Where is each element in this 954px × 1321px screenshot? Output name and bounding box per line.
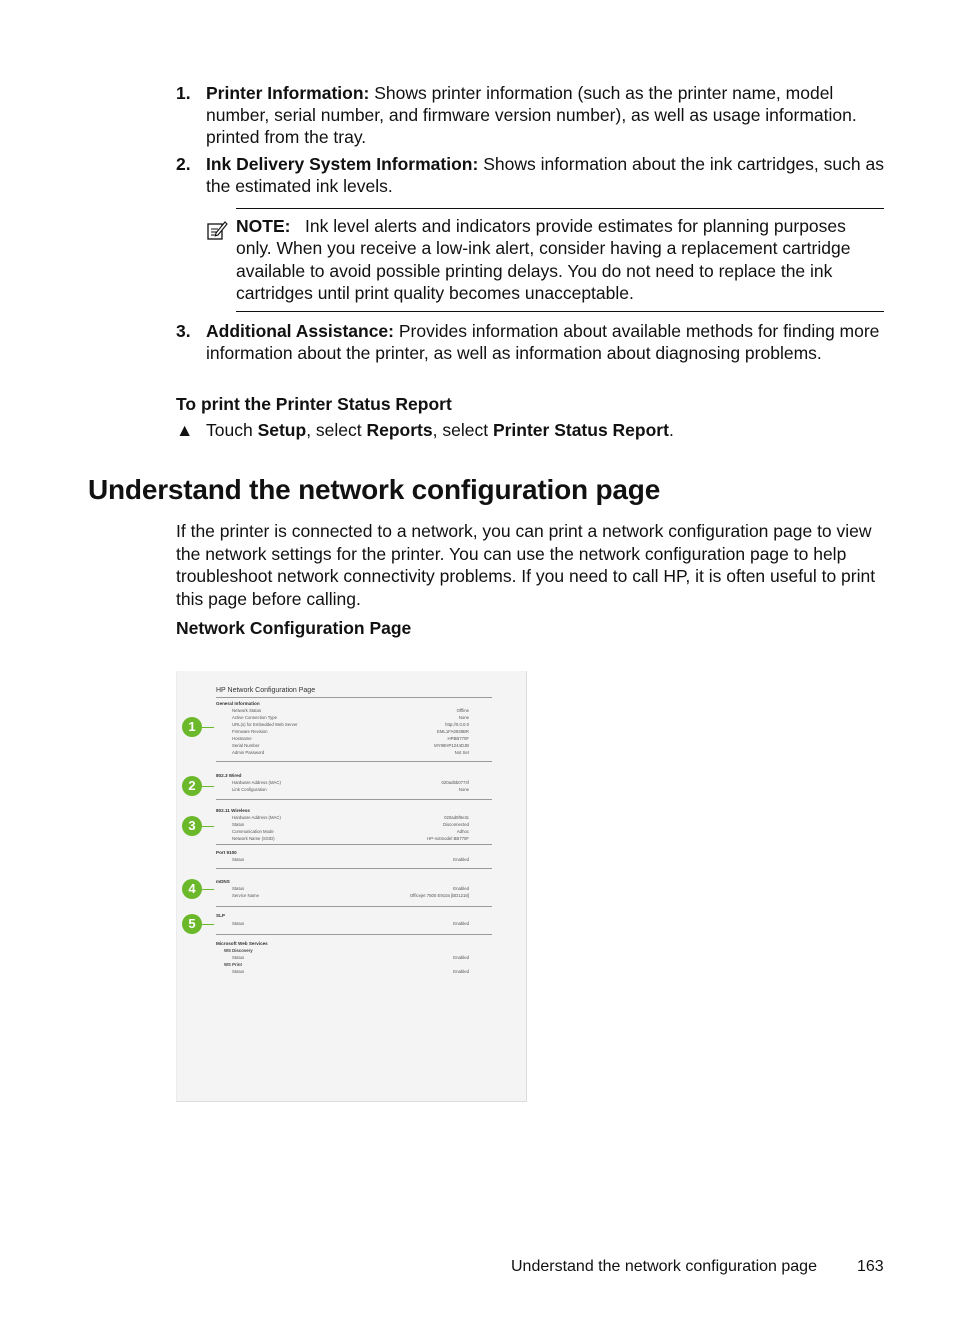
list-item-ink-delivery	[176, 153, 888, 197]
list-description: Shows printer information (such as the printer name, model number, serial number, and firmware version number), as well as usage information. printed from the tray.	[206, 83, 857, 147]
procedure-title: To print the Printer Status Report	[176, 394, 452, 414]
sheet-row-label: Status	[232, 955, 245, 960]
section-intro: If the printer is connected to a network, you can print a network configuration page to view the network settings for the printer. You can use the network configuration page to help troubleshoot network connectivity problems. If you need to call HP, it is often useful to print this page before calling.	[176, 521, 876, 609]
sheet-section-heading: Port 9100	[216, 850, 237, 855]
sheet-row-label: Status	[232, 921, 245, 926]
sheet-row-label: Network Name (SSID)	[232, 836, 275, 841]
callout-badge: 3	[182, 816, 202, 836]
list-term: Ink Delivery System Information:	[206, 154, 479, 174]
sheet-subheading: WS Discovery	[224, 948, 253, 953]
sheet-row-label: Link Configuration	[232, 787, 267, 792]
section-heading: Understand the network configuration page	[88, 474, 661, 505]
sheet-row-value: Enabled	[453, 857, 469, 862]
sheet-row-label: Hardware Address (MAC)	[232, 815, 281, 820]
callout-pointer	[202, 826, 214, 827]
figure-title: Network Configuration Page	[176, 618, 412, 638]
sheet-row-label: Network Status	[232, 708, 262, 713]
callout-badge: 1	[182, 717, 202, 737]
step-text: .	[668, 420, 674, 440]
sheet-row-label: Status	[232, 886, 245, 891]
callout-pointer	[202, 889, 214, 890]
sheet-row-value: MY98HP1244DJB	[434, 743, 469, 748]
callout-badge: 5	[182, 914, 202, 934]
callout-pointer	[202, 786, 214, 787]
sheet-row-value: HPBB770F	[447, 736, 469, 741]
sheet-row-label: Active Connection Type	[232, 715, 278, 720]
sheet-section-heading: Microsoft Web Services	[216, 941, 268, 946]
sheet-row-label: Communication Mode	[232, 829, 274, 834]
step-setup: Setup	[257, 420, 307, 440]
sheet-row-value: http://0.0.0.0	[445, 722, 469, 727]
note-body: Ink level alerts and indicators provide estimates for planning purposes only. When you receive a low-ink alert, consider having a replacement cartridge available to avoid possible printing delays. You do not need to replace the ink cartridges until print quality becomes unacceptable.	[236, 216, 851, 303]
sheet-row-label: URL(s) for Embedded Web Server	[232, 722, 298, 727]
sheet-row-value: Adhoc	[456, 829, 469, 834]
sheet-row-label: Status	[232, 822, 245, 827]
sheet-section-heading: SLP	[216, 913, 225, 918]
note-label: NOTE:	[236, 216, 291, 236]
triangle-bullet-icon: ▲	[176, 420, 194, 440]
sheet-row-value: Not Set	[454, 750, 469, 755]
callout-pointer	[202, 924, 214, 925]
step-reports: Reports	[366, 420, 433, 440]
note-icon	[206, 219, 228, 241]
sheet-rule	[216, 934, 492, 935]
sheet-row-value: Officejet 7500 E910a [BD1218]	[409, 893, 469, 898]
sheet-row-label: Status	[232, 857, 245, 862]
sheet-row-value: Offline	[456, 708, 469, 713]
list-description: Shows information about the ink cartridges, such as the estimated ink levels.	[206, 154, 884, 196]
note-bottom-rule	[236, 311, 884, 312]
sheet-row-value: None	[458, 715, 469, 720]
step-text: Touch	[206, 420, 258, 440]
procedure-step	[176, 420, 674, 441]
sheet-row-value: Enabled	[453, 921, 469, 926]
sheet-title: HP Network Configuration Page	[216, 687, 316, 694]
sheet-section-heading: General Information	[216, 701, 260, 706]
sheet-row-label: Status	[232, 969, 245, 974]
sheet-row-value: None	[458, 787, 469, 792]
sheet-row-value: 020ad5f9e3c	[444, 815, 469, 820]
list-number: 1.	[176, 83, 191, 103]
callout-pointer	[202, 727, 214, 728]
list-item-printer-information	[176, 82, 888, 148]
sheet-rule	[216, 906, 492, 907]
step-printer-status-report: Printer Status Report	[492, 420, 669, 440]
network-config-figure	[176, 671, 527, 1102]
note-text	[236, 209, 884, 311]
list-description: Provides information about available methods for finding more information about the printer, as well as information about diagnosing problems.	[206, 321, 880, 363]
sheet-row-value: HP-notmodel BB770F	[427, 836, 469, 841]
sheet-rule	[216, 868, 492, 869]
list-number: 3.	[176, 321, 191, 341]
sheet-row-value: Enabled	[453, 955, 469, 960]
list-term: Printer Information:	[206, 83, 370, 103]
sheet-row-value: Disconnected	[442, 822, 469, 827]
sheet-row-value: Enabled	[453, 886, 469, 891]
callout-badge: 2	[182, 776, 202, 796]
footer-section-title: Understand the network configuration page	[511, 1258, 817, 1275]
sheet-rule	[216, 697, 492, 698]
page-number: 163	[857, 1258, 884, 1275]
sheet-row-label: Serial Number	[232, 743, 260, 748]
sheet-row-value: EML1FA0938BR	[436, 729, 469, 734]
callout-badge: 4	[182, 879, 202, 899]
note-box	[206, 208, 884, 312]
sheet-rule	[216, 799, 492, 800]
sheet-rule	[216, 844, 492, 845]
sheet-rule	[216, 761, 492, 762]
sheet-section-heading: 802.3 Wired	[216, 773, 242, 778]
list-number: 2.	[176, 154, 191, 174]
sheet-section-heading: mDNS	[216, 879, 230, 884]
sheet-row-label: Hostname	[232, 736, 252, 741]
sheet-row-value: 020ad5b0774f	[441, 780, 469, 785]
list-term: Additional Assistance:	[206, 321, 394, 341]
step-text: , select	[432, 420, 493, 440]
sheet-section-heading: 802.11 Wireless	[216, 808, 250, 813]
sheet-row-label: Hardware Address (MAC)	[232, 780, 281, 785]
sheet-row-label: Firmware Revision	[232, 729, 268, 734]
sheet-row-label: Service Name	[232, 893, 259, 898]
sheet-row-label: Admin Password	[232, 750, 265, 755]
list-item-additional-assistance	[176, 320, 888, 364]
step-text: , select	[306, 420, 367, 440]
sheet-subheading: WS Print	[224, 962, 242, 967]
sheet-row-value: Enabled	[453, 969, 469, 974]
